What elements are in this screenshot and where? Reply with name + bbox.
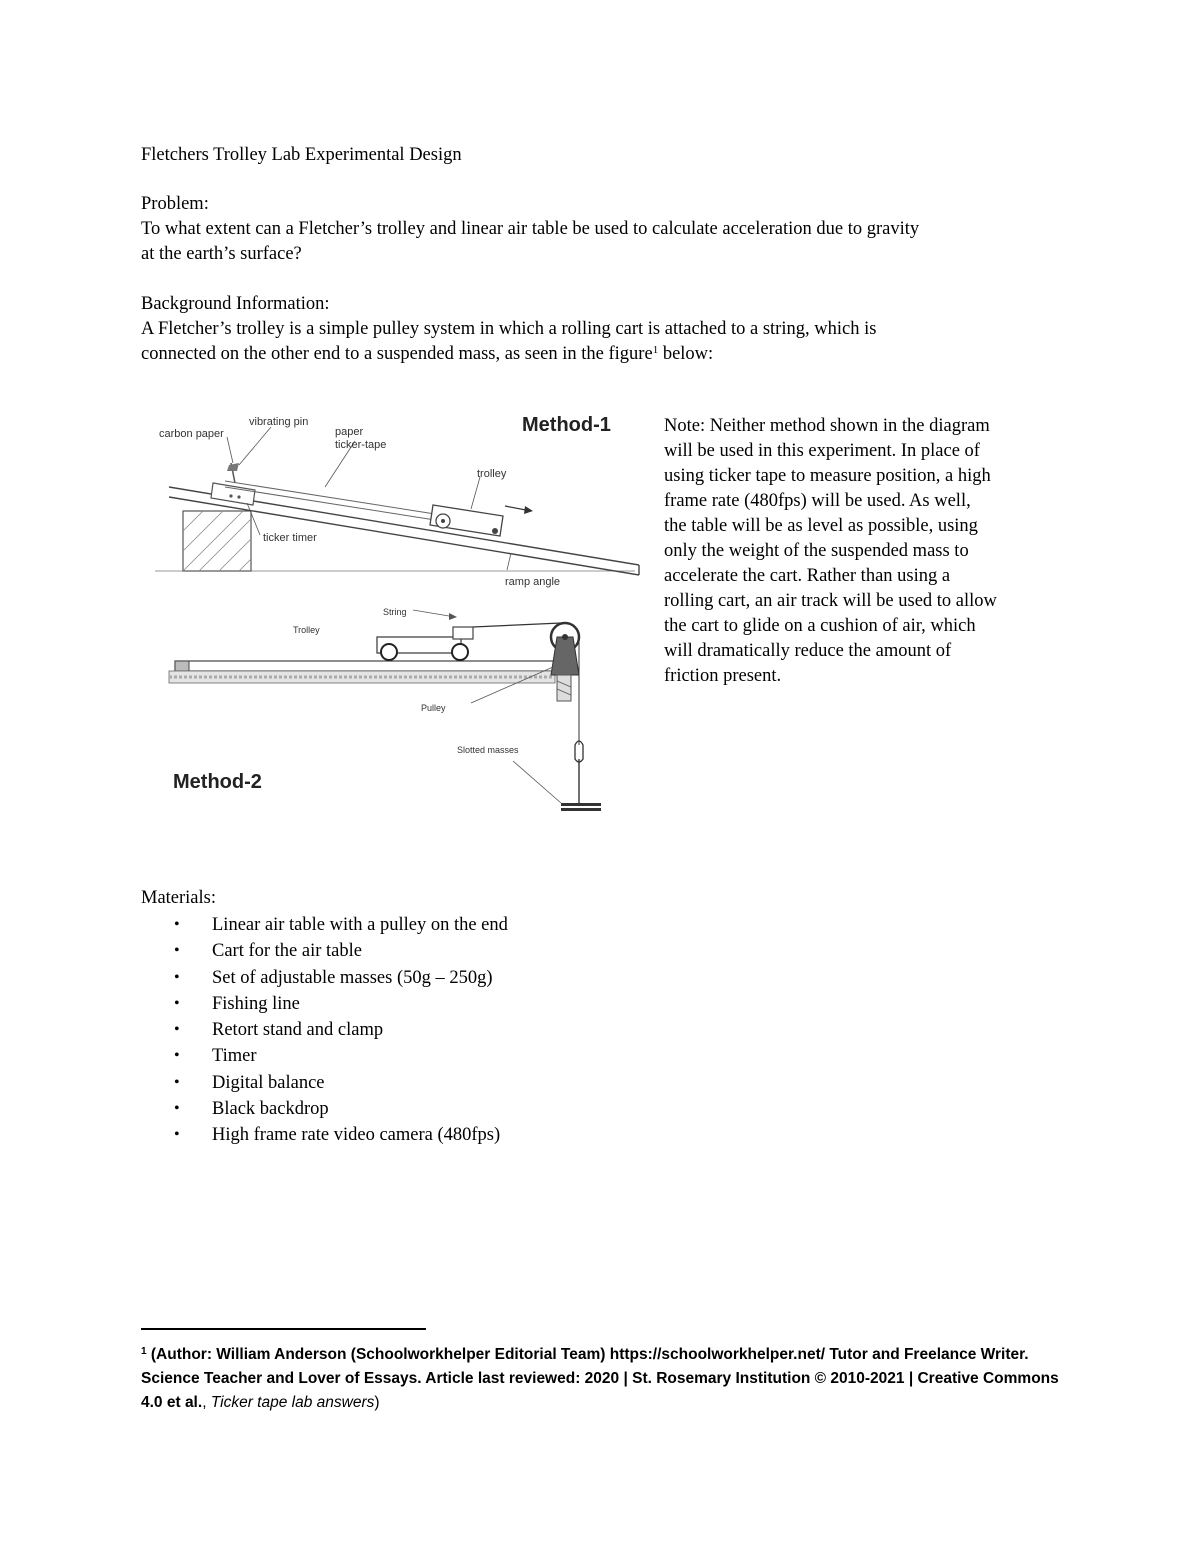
note-paragraph — [664, 414, 1064, 689]
note-line: using ticker tape to measure position, a high — [664, 466, 991, 486]
trolley-method-1 — [430, 505, 503, 536]
footnote-separator: , — [202, 1394, 211, 1411]
footnote-close: ) — [374, 1394, 380, 1411]
string-line — [473, 623, 561, 627]
label-trolley: trolley — [477, 468, 507, 480]
problem-heading: Problem: — [141, 194, 209, 214]
bullet: • — [174, 1047, 180, 1065]
note-line: the table will be as level as possible, using — [664, 516, 978, 536]
list-item — [141, 938, 508, 964]
list-item-text: Cart for the air table — [212, 941, 362, 962]
materials-heading: Materials: — [141, 888, 217, 908]
list-item — [141, 1096, 508, 1122]
list-item — [141, 1043, 508, 1069]
note-line: Note: Neither method shown in the diagram — [664, 416, 990, 436]
background-text-post: below: — [658, 344, 714, 364]
bullet: • — [174, 942, 180, 960]
list-item — [141, 991, 508, 1017]
bullet: • — [174, 916, 180, 933]
ramp-support-block — [183, 511, 251, 571]
list-item-text: Timer — [212, 1046, 257, 1067]
list-item-text: Linear air table with a pulley on the end — [212, 915, 508, 935]
label-paper: paper — [335, 426, 364, 438]
method-1-title: Method-1 — [522, 414, 611, 436]
background-text-line-1: A Fletcher’s trolley is a simple pulley system in which a rolling cart is attached to a string, which is — [141, 319, 877, 339]
list-item — [141, 1070, 508, 1096]
label-ramp-angle: ramp angle — [505, 576, 561, 588]
problem-text-line-1: To what extent can a Fletcher’s trolley and linear air table be used to calculate acceleration due to gravity — [141, 219, 920, 239]
note-line: rolling cart, an air track will be used to allow — [664, 591, 997, 611]
list-item-text: Black backdrop — [212, 1099, 329, 1120]
background-text-pre: connected on the other end to a suspended mass, as seen in the figure — [141, 344, 653, 364]
list-item-text: Digital balance — [212, 1072, 325, 1093]
list-item-text: Retort stand and clamp — [212, 1020, 384, 1041]
footnote-mark: 1 — [141, 1346, 147, 1357]
note-line: only the weight of the suspended mass to — [664, 541, 969, 561]
problem-text-line-2: at the earth’s surface? — [141, 244, 302, 264]
background-heading: Background Information: — [141, 294, 330, 314]
label-ticker-timer: ticker timer — [263, 532, 317, 544]
ticker-tape-line — [225, 481, 435, 514]
string-label-arrow — [449, 613, 457, 620]
note-line: accelerate the cart. Rather than using a — [664, 566, 951, 586]
list-item-text: Fishing line — [212, 993, 300, 1014]
footnote — [141, 1340, 1081, 1415]
bullet: • — [174, 1126, 180, 1144]
trolley-method-2 — [377, 627, 473, 660]
label-vibrating-pin: vibrating pin — [249, 416, 309, 428]
bullet: • — [174, 1100, 180, 1118]
footnote-source-title: Ticker tape lab answers — [210, 1394, 375, 1411]
label-pulley: Pulley — [421, 703, 446, 713]
slotted-masses — [561, 741, 601, 811]
document-title: Fletchers Trolley Lab Experimental Design — [141, 145, 462, 165]
bullet: • — [174, 1073, 180, 1091]
list-item-text: High frame rate video camera (480fps) — [212, 1125, 501, 1146]
footnote-citation: (Author: William Anderson (Schoolworkhelper Editorial Team) https://schoolworkhelper.net/ Tutor and Freelance Writer. Science Teacher and Lover of Essays. Article last reviewed: 2020 | St. Rosemary Institution © 2010-2021 | Creative Commons 4.0 et al. — [141, 1346, 1059, 1411]
footnote-divider — [141, 1328, 426, 1330]
note-line: frame rate (480fps) will be used. As well, — [664, 491, 971, 511]
background-text-line-2 — [141, 342, 713, 367]
label-slotted-masses: Slotted masses — [457, 745, 519, 755]
list-item-text: Set of adjustable masses (50g – 250g) — [212, 967, 493, 988]
motion-arrow — [505, 506, 533, 514]
ticker-tape-line — [225, 487, 435, 520]
horizontal-table — [169, 661, 555, 683]
list-item — [141, 1017, 508, 1043]
label-trolley-2: Trolley — [293, 625, 320, 635]
note-line: friction present. — [664, 666, 782, 686]
label-ticker-tape: ticker-tape — [335, 439, 387, 451]
bullet: • — [174, 994, 180, 1012]
pulley — [551, 623, 579, 701]
list-item — [141, 912, 508, 938]
list-item — [141, 1122, 508, 1148]
note-line: will be used in this experiment. In place of — [664, 441, 980, 461]
note-line: will dramatically reduce the amount of — [664, 641, 952, 661]
bullet: • — [174, 1021, 180, 1039]
note-line: the cart to glide on a cushion of air, which — [664, 616, 976, 636]
label-carbon-paper: carbon paper — [159, 428, 224, 440]
materials-list — [141, 912, 508, 1149]
method-2-title: Method-2 — [173, 771, 262, 793]
footnote-reference: 1 — [652, 344, 659, 356]
bullet: • — [174, 968, 180, 986]
fletcher-trolley-figure — [155, 405, 645, 825]
list-item — [141, 965, 508, 991]
ticker-timer — [211, 463, 255, 505]
label-string: String — [383, 607, 407, 617]
